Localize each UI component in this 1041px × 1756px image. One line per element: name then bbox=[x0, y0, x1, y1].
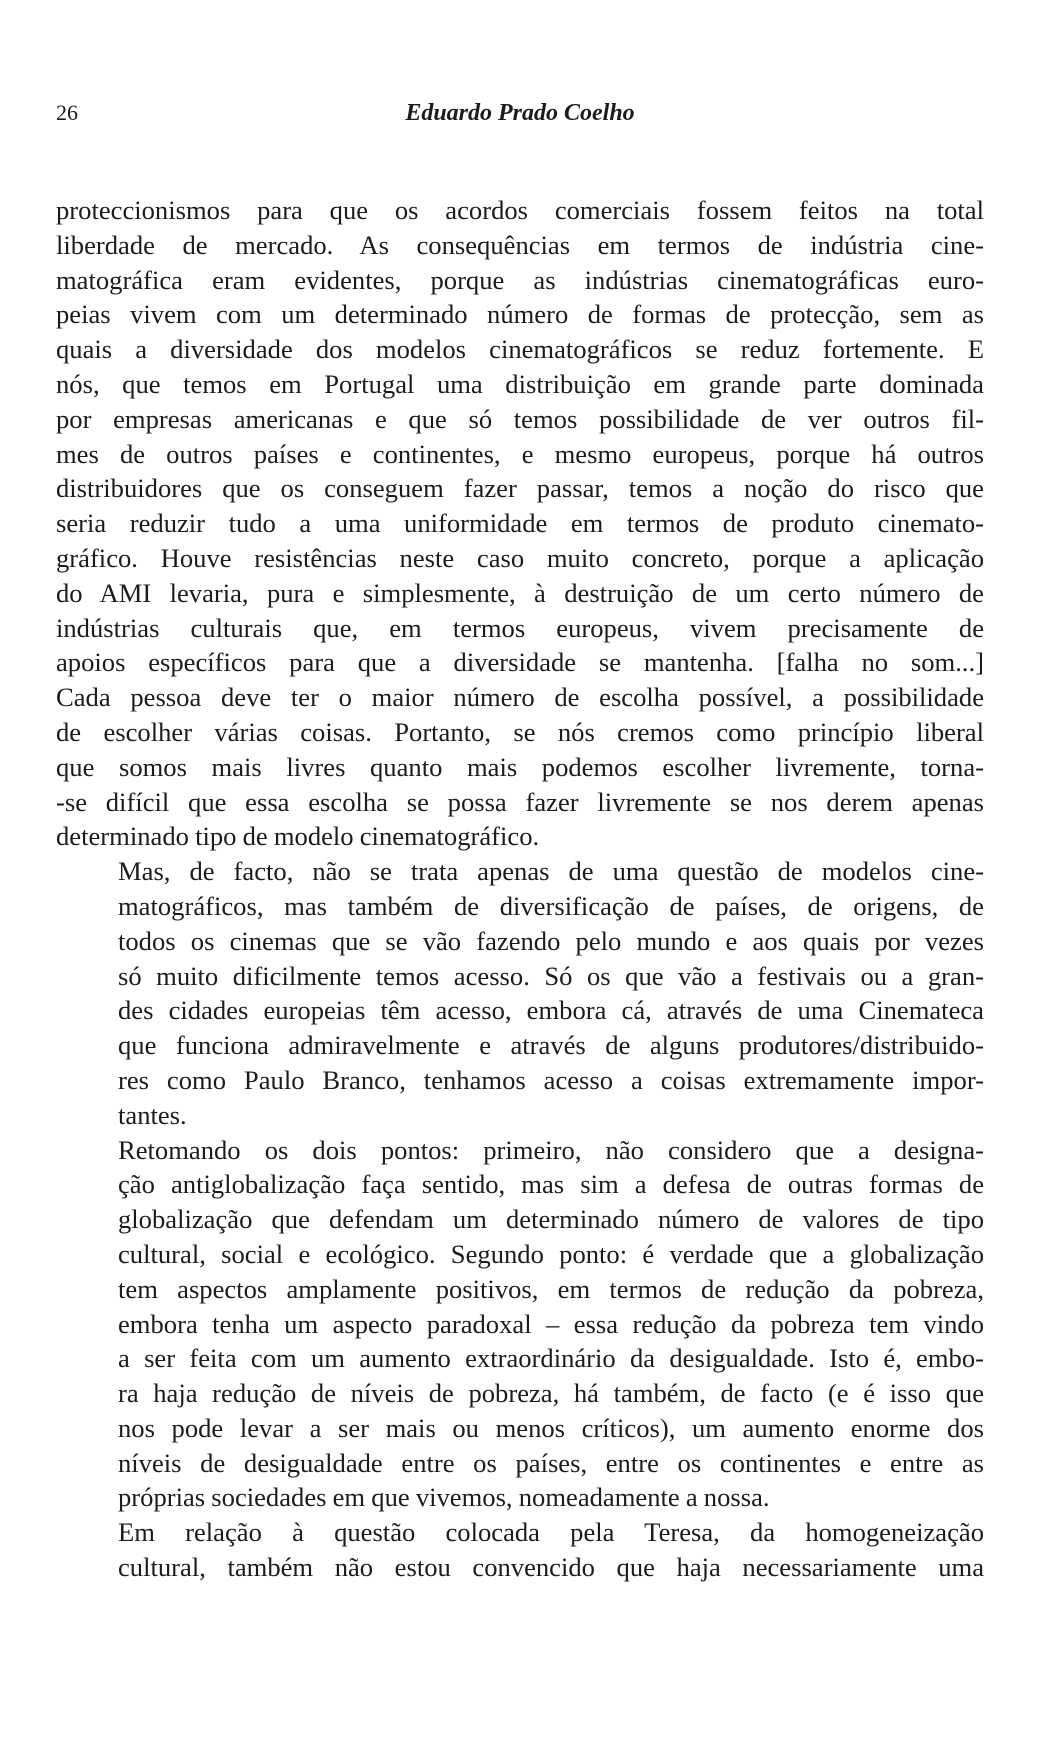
text-line: nós, que temos em Portugal uma distribuição em grande parte dominada bbox=[56, 368, 984, 399]
page-header bbox=[56, 100, 984, 136]
text-line: proteccionismos para que os acordos comerciais fossem feitos na total bbox=[56, 195, 984, 225]
text-line: tantes. bbox=[118, 1099, 187, 1130]
text-line: quais a diversidade dos modelos cinematográficos se reduz fortemente. E bbox=[56, 334, 984, 365]
text-line: que somos mais livres quanto mais podemos escolher livremente, torna- bbox=[56, 751, 984, 782]
text-line: Cada pessoa deve ter o maior número de escolha possível, a possibilidade bbox=[56, 682, 984, 713]
text-line: -se difícil que essa escolha se possa fazer livremente se nos derem apenas bbox=[56, 786, 984, 817]
text-line: des cidades europeias têm acesso, embora cá, através de uma Cinemateca bbox=[118, 995, 984, 1026]
text-line: Mas, de facto, não se trata apenas de uma questão de modelos cine- bbox=[118, 856, 984, 887]
text-line: cultural, social e ecológico. Segundo ponto: é verdade que a globalização bbox=[118, 1238, 984, 1269]
text-line: matográficos, mas também de diversificação de países, de origens, de bbox=[118, 890, 984, 921]
text-line: determinado tipo de modelo cinematográfico. bbox=[56, 821, 540, 852]
running-head-author: Eduardo Prado Coelho bbox=[405, 100, 635, 126]
text-line: apoios específicos para que a diversidade se mantenha. [falha no som...] bbox=[56, 647, 984, 678]
text-line: cultural, também não estou convencido que haja necessariamente uma bbox=[118, 1552, 984, 1583]
text-line: do AMI levaria, pura e simplesmente, à destruição de um certo número de bbox=[56, 577, 984, 608]
text-line: tem aspectos amplamente positivos, em termos de redução da pobreza, bbox=[118, 1273, 984, 1304]
text-line: matográfica eram evidentes, porque as indústrias cinematográficas euro- bbox=[56, 264, 984, 295]
text-line: mes de outros países e continentes, e mesmo europeus, porque há outros bbox=[56, 438, 984, 469]
text-line: liberdade de mercado. As consequências em termos de indústria cine- bbox=[56, 229, 984, 260]
text-line: ra haja redução de níveis de pobreza, há também, de facto (e é isso que bbox=[118, 1378, 984, 1409]
text-line: que funciona admiravelmente e através de alguns produtores/distribuido- bbox=[118, 1030, 984, 1061]
text-line: gráfico. Houve resistências neste caso muito concreto, porque a aplicação bbox=[56, 542, 984, 573]
text-line: distribuidores que os conseguem fazer passar, temos a noção do risco que bbox=[56, 473, 984, 504]
text-line: ção antiglobalização faça sentido, mas sim a defesa de outras formas de bbox=[118, 1169, 984, 1200]
text-line: Retomando os dois pontos: primeiro, não considero que a designa- bbox=[118, 1134, 984, 1165]
paragraph bbox=[56, 193, 984, 854]
text-line: res como Paulo Branco, tenhamos acesso a coisas extremamente impor- bbox=[118, 1064, 984, 1095]
text-line: Em relação à questão colocada pela Teresa, da homogeneização bbox=[118, 1517, 984, 1548]
text-line: de escolher várias coisas. Portanto, se nós cremos como princípio liberal bbox=[56, 716, 984, 747]
text-line: peias vivem com um determinado número de formas de protecção, sem as bbox=[56, 299, 984, 330]
text-line: embora tenha um aspecto paradoxal – essa redução da pobreza tem vindo bbox=[118, 1308, 984, 1339]
text-line: nos pode levar a ser mais ou menos críticos), um aumento enorme dos bbox=[118, 1412, 984, 1443]
text-line: níveis de desigualdade entre os países, entre os continentes e entre as bbox=[118, 1447, 984, 1478]
paragraph bbox=[56, 854, 984, 1132]
text-line: globalização que defendam um determinado número de valores de tipo bbox=[118, 1204, 984, 1235]
text-line: próprias sociedades em que vivemos, nomeadamente a nossa. bbox=[118, 1482, 770, 1513]
text-line: só muito dificilmente temos acesso. Só os que vão a festivais ou a gran- bbox=[118, 960, 984, 991]
text-line: a ser feita com um aumento extraordinário da desigualdade. Isto é, embo- bbox=[118, 1343, 984, 1374]
text-line: todos os cinemas que se vão fazendo pelo mundo e aos quais por vezes bbox=[118, 925, 984, 956]
body-text bbox=[56, 193, 984, 1585]
paragraph bbox=[56, 1515, 984, 1585]
page-number: 26 bbox=[56, 100, 78, 125]
text-line: por empresas americanas e que só temos possibilidade de ver outros fil- bbox=[56, 403, 984, 434]
text-line: seria reduzir tudo a uma uniformidade em termos de produto cinemato- bbox=[56, 508, 984, 539]
text-line: indústrias culturais que, em termos europeus, vivem precisamente de bbox=[56, 612, 984, 643]
paragraph bbox=[56, 1133, 984, 1516]
